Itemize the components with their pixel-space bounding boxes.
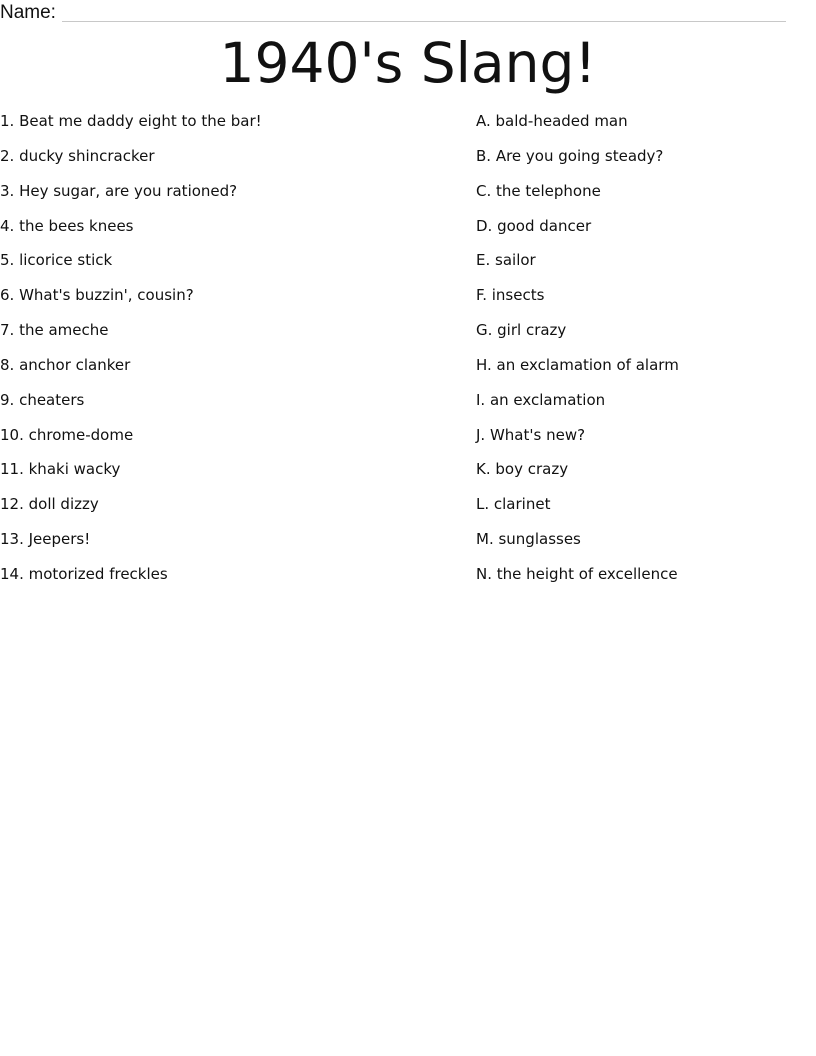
questions-column xyxy=(0,111,400,599)
question-item: 8. anchor clanker xyxy=(0,355,131,374)
question-item: 13. Jeepers! xyxy=(0,530,91,549)
answer-item: A. bald-headed man xyxy=(476,112,628,130)
answer-item: G. girl crazy xyxy=(476,321,567,340)
answer-item: C. the telephone xyxy=(476,181,601,200)
name-label: Name: xyxy=(0,2,56,23)
answer-item: M. sunglasses xyxy=(476,530,581,549)
answer-item: L. clarinet xyxy=(476,495,551,514)
question-item: 7. the ameche xyxy=(0,321,109,340)
question-item: 1. Beat me daddy eight to the bar! xyxy=(0,112,262,130)
question-item: 4. the bees knees xyxy=(0,216,134,235)
answers-column xyxy=(476,111,816,599)
question-item: 14. motorized freckles xyxy=(0,564,168,583)
answer-item: I. an exclamation xyxy=(476,390,606,409)
page-title: 1940's Slang! xyxy=(219,31,597,95)
answer-item: B. Are you going steady? xyxy=(476,146,664,165)
answer-item: E. sailor xyxy=(476,251,536,270)
question-item: 9. cheaters xyxy=(0,390,85,409)
name-row xyxy=(0,0,790,22)
name-entry-line[interactable] xyxy=(62,4,786,22)
question-item: 12. doll dizzy xyxy=(0,495,99,514)
answer-item: D. good dancer xyxy=(476,216,592,235)
answer-item: H. an exclamation of alarm xyxy=(476,355,679,374)
question-item: 10. chrome-dome xyxy=(0,425,134,444)
question-item: 5. licorice stick xyxy=(0,251,113,270)
question-item: 3. Hey sugar, are you rationed? xyxy=(0,181,238,200)
answer-item: N. the height of excellence xyxy=(476,564,678,583)
answer-item: J. What's new? xyxy=(476,425,586,444)
answer-item: K. boy crazy xyxy=(476,460,569,479)
answer-item: F. insects xyxy=(476,286,545,305)
question-item: 6. What's buzzin', cousin? xyxy=(0,286,194,305)
question-item: 2. ducky shincracker xyxy=(0,146,155,165)
question-item: 11. khaki wacky xyxy=(0,460,121,479)
